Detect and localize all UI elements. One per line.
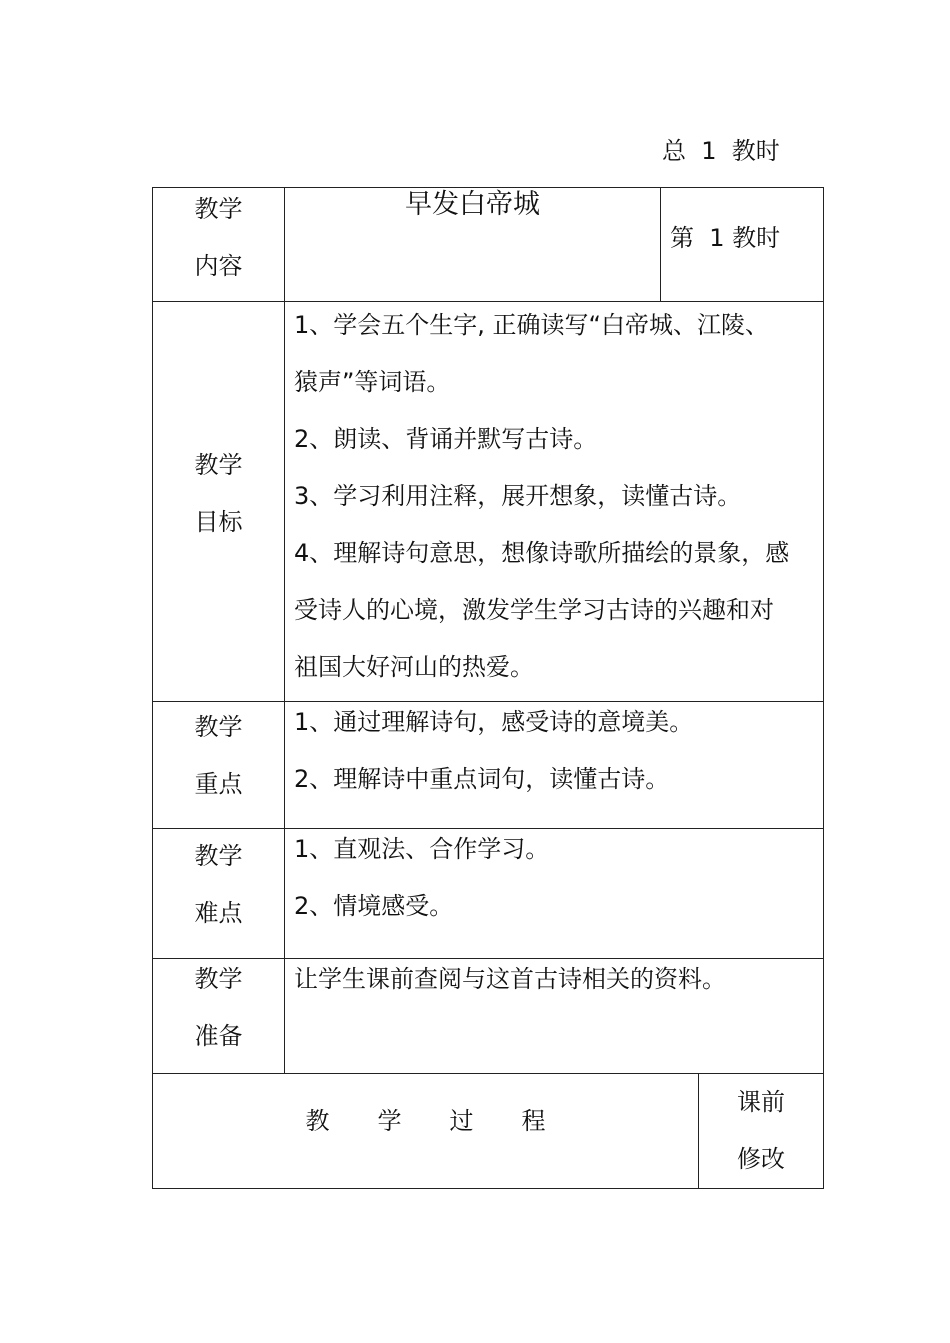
content-label: 教学 内容: [194, 195, 243, 280]
difficulty-line: 2、情境感受。: [294, 892, 454, 920]
lesson-period: 第 1 教时: [670, 224, 781, 252]
label-column-divider: [284, 187, 285, 1073]
key-point-line: 2、理解诗中重点词句，读懂古诗。: [294, 765, 670, 793]
key-point-line: 1、通过理解诗句，感受诗的意境美。: [294, 708, 694, 736]
preparation-line: 让学生课前查阅与这首古诗相关的资料。: [294, 965, 726, 993]
difficulty-line: 1、直观法、合作学习。: [294, 835, 550, 863]
preparation-content: [294, 951, 819, 1008]
key-points-content: [294, 694, 819, 808]
goal-line: 猿声”等词语。: [294, 368, 451, 396]
total-periods: 总 1 教时: [662, 137, 780, 165]
goal-line: 祖国大好河山的热爱。: [294, 653, 534, 681]
process-heading: 教 学 过 程: [305, 1107, 546, 1135]
goal-line: 4、理解诗句意思，想像诗歌所描绘的景象，感: [294, 539, 790, 567]
lesson-title: 早发白帝城: [405, 189, 540, 220]
key-points-label: 教学 重点: [194, 713, 243, 798]
goal-line: 3、学习利用注释，展开想象，读懂古诗。: [294, 482, 742, 510]
revise-label: 课前 修改: [737, 1088, 785, 1173]
difficulties-label: 教学 难点: [194, 842, 243, 927]
goals-content: [294, 297, 819, 696]
preparation-label: 教学 准备: [194, 965, 243, 1050]
difficulties-content: [294, 821, 819, 935]
goal-line: 受诗人的心境，激发学生学习古诗的兴趣和对: [294, 596, 774, 624]
goal-line: 2、朗读、背诵并默写古诗。: [294, 425, 598, 453]
goals-label: 教学 目标: [194, 451, 243, 536]
goal-line: 1、学会五个生字, 正确读写“白帝城、江陵、: [294, 311, 769, 339]
period-column-divider: [660, 187, 661, 301]
